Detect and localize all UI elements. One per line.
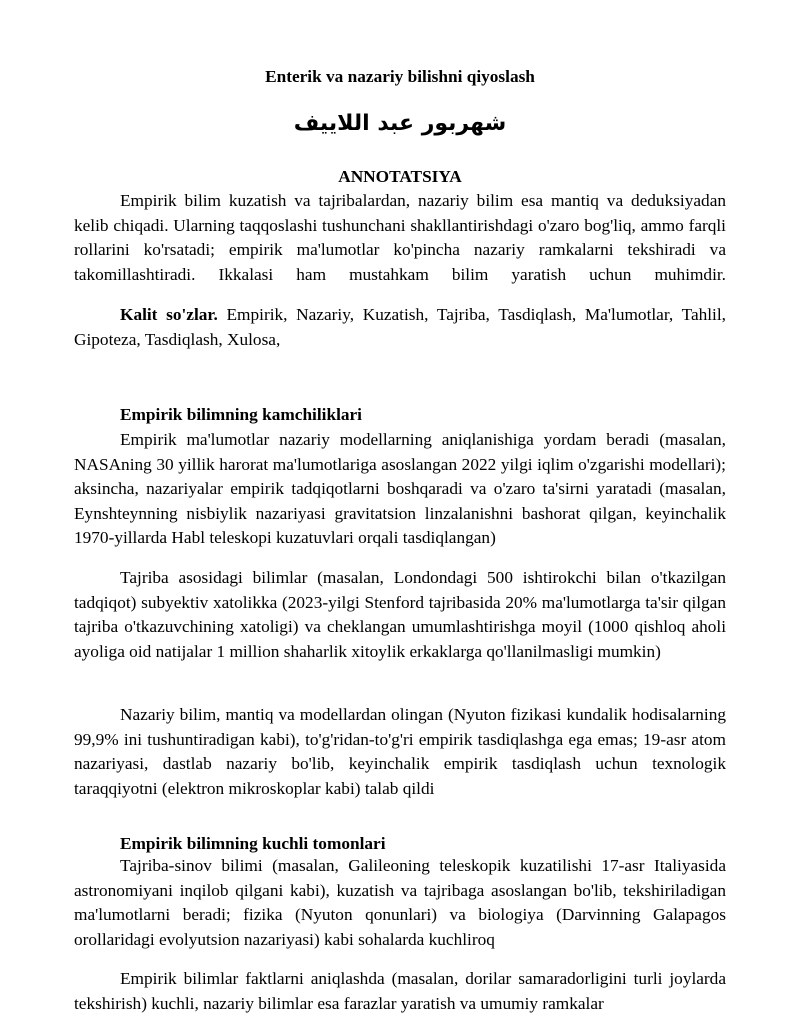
annotation-heading: ANNOTATSIYA <box>338 167 462 186</box>
annotation-paragraph: Empirik bilim kuzatish va tajribalardan, nazariy bilim esa mantiq va deduksiyadan kelib chiqadi. Ularning taqqoslashi tushunchani shakllantirishdagi o'zaro bog'liq, ammo farqli rollarini ko'rsatadi; empirik ma'lumotlar ko'pincha nazariy ramkalarni tekshiradi va takomillashtiradi. Ikkalasi ham mustahkam bilim yaratish uchun muhimdir. <box>74 191 726 284</box>
paragraph: Empirik ma'lumotlar nazariy modellarning aniqlanishiga yordam beradi (masalan, NASAning 30 yillik harorat ma'lumotlariga asoslangan 2022 yilgi iqlim o'zgarishi modellari); aksincha, nazariyalar empirik tadqiqotlarni boshqaradi va o'zaro ta'sirni yaratadi (masalan, Eynshteynning nisbiylik nazariyasi gravitatsion linzalanishni bashorat qilgan, keyinchalik 1970-yillarda Habl teleskopi kuzatuvlari orqali tasdiqlangan) <box>74 430 726 548</box>
section-strengths-p1 <box>74 854 726 952</box>
document-title: Enterik va nazariy bilishni qiyoslash <box>265 67 535 86</box>
keywords-text: Empirik, Nazariy, Kuzatish, Tajriba, Tasdiqlash, Ma'lumotlar, Tahlil, Gipoteza, Tasdiqlash, Xulosa, <box>74 305 726 349</box>
author-name: شهربور عبد اللايیف <box>293 111 507 136</box>
keywords-paragraph <box>74 303 726 352</box>
section-heading-strengths: Empirik bilimning kuchli tomonlari <box>120 834 386 853</box>
keywords-label: Kalit so'zlar. <box>120 305 218 324</box>
section-weaknesses-p2 <box>74 566 726 664</box>
annotation-block <box>74 189 726 287</box>
paragraph: Tajriba asosidagi bilimlar (masalan, Londondagi 500 ishtirokchi bilan o'tkazilgan tadqiqot) subyektiv xatolikka (2023-yilgi Stenford tajribasida 20% ma'lumotlarga ta'sir qilgan tajriba o'tkazuvchining xatoligi) va cheklangan umumlashtirishga moyil (1000 qishloq aholi ayoliga oid natijalar 1 million shaharlik xitoylik erkaklarga qo'llanilmasligi mumkin) <box>74 568 726 661</box>
paragraph: Nazariy bilim, mantiq va modellardan olingan (Nyuton fizikasi kundalik hodisalarning 99,9% ini tushuntiradigan kabi), to'g'ridan-to'g'ri empirik tasdiqlashga ega emas; 19-asr atom nazariyasi, dastlab nazariy bo'lib, keyinchalik empirik tasdiqlash uchun texnologik taraqqiyotni (elektron mikroskoplar kabi) talab qildi <box>74 705 726 798</box>
section-weaknesses-p1 <box>74 428 726 551</box>
section-heading-weaknesses: Empirik bilimning kamchiliklari <box>120 405 362 424</box>
section-strengths-p2 <box>74 967 726 1016</box>
paragraph: Empirik bilimlar faktlarni aniqlashda (masalan, dorilar samaradorligini turli joylarda tekshirish) kuchli, nazariy bilimlar esa farazlar yaratish va umumiy ramkalar <box>74 969 726 1013</box>
section-weaknesses-p3 <box>74 703 726 801</box>
paragraph: Tajriba-sinov bilimi (masalan, Galileoning teleskopik kuzatilishi 17-asr Italiyasida astronomiyani inqilob qilgani kabi), kuzatish va tajribaga asoslangan bo'lib, tekshiriladigan ma'lumotlarni beradi; fizika (Nyuton qonunlari) va biologiya (Darvinning Galapagos orollaridagi evolyutsion nazariyasi) kabi sohalarda kuchliroq <box>74 856 726 949</box>
keywords-block <box>74 303 726 352</box>
